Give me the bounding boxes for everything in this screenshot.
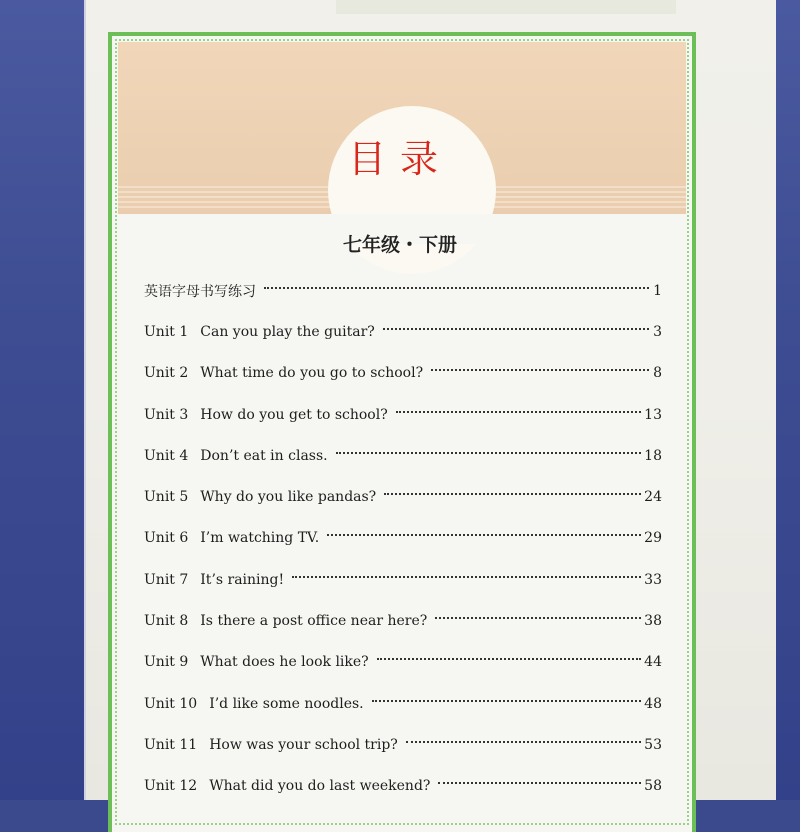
toc-entry-title: Why do you like pandas? bbox=[200, 489, 377, 506]
toc-entry-title: It’s raining! bbox=[200, 571, 285, 588]
toc-unit-label: Unit 11 bbox=[144, 736, 198, 753]
toc-leader-dots bbox=[336, 452, 642, 454]
toc-entry-title: How was your school trip? bbox=[209, 736, 398, 753]
toc-entry-unit-6[interactable] bbox=[144, 518, 662, 559]
toc-entry-unit-10[interactable] bbox=[144, 683, 662, 724]
toc-leader-dots bbox=[292, 576, 641, 578]
toc-entry-title: I’m watching TV. bbox=[200, 530, 320, 547]
toc-entry-unit-7[interactable] bbox=[144, 559, 662, 600]
toc-page-number: 58 bbox=[644, 778, 662, 795]
toc-page-number: 13 bbox=[644, 406, 662, 423]
toc-entry-title: What does he look like? bbox=[200, 654, 369, 671]
toc-leader-dots bbox=[438, 782, 641, 784]
toc-entry-title: Can you play the guitar? bbox=[200, 323, 375, 340]
toc-unit-label: Unit 4 bbox=[144, 447, 189, 464]
toc-leader-dots bbox=[406, 741, 641, 743]
toc-leader-dots bbox=[264, 287, 649, 289]
toc-unit-label: Unit 12 bbox=[144, 778, 198, 795]
toc-entry-title: I’d like some noodles. bbox=[209, 695, 364, 712]
table-of-contents bbox=[144, 270, 662, 807]
toc-entry-unit-1[interactable] bbox=[144, 311, 662, 352]
toc-entry-title: What time do you go to school? bbox=[200, 365, 424, 382]
toc-leader-dots bbox=[396, 411, 641, 413]
volume-subtitle: 七年级・下册 bbox=[342, 234, 457, 256]
toc-entry-unit-9[interactable] bbox=[144, 642, 662, 683]
toc-unit-label: Unit 6 bbox=[144, 530, 189, 547]
toc-entry-title: What did you do last weekend? bbox=[209, 778, 431, 795]
toc-entry-alphabet[interactable] bbox=[144, 270, 662, 311]
toc-unit-label: Unit 9 bbox=[144, 654, 189, 671]
toc-entry-unit-12[interactable] bbox=[144, 766, 662, 807]
toc-entry-unit-2[interactable] bbox=[144, 353, 662, 394]
toc-page-number: 8 bbox=[653, 365, 662, 382]
toc-entry-unit-11[interactable] bbox=[144, 724, 662, 765]
toc-leader-dots bbox=[383, 328, 649, 330]
toc-page-number: 18 bbox=[644, 447, 662, 464]
toc-entry-unit-4[interactable] bbox=[144, 435, 662, 476]
toc-unit-label: Unit 10 bbox=[144, 695, 198, 712]
toc-entry-unit-3[interactable] bbox=[144, 394, 662, 435]
toc-page-number: 33 bbox=[644, 571, 662, 588]
toc-page-number: 3 bbox=[653, 323, 662, 340]
toc-leader-dots bbox=[431, 369, 649, 371]
toc-unit-label: Unit 2 bbox=[144, 365, 189, 382]
toc-entry-title: Don’t eat in class. bbox=[200, 447, 328, 464]
toc-entry-title: 英语字母书写练习 bbox=[144, 283, 256, 300]
toc-page-number: 24 bbox=[644, 489, 662, 506]
toc-unit-label: Unit 5 bbox=[144, 489, 189, 506]
toc-leader-dots bbox=[377, 658, 642, 660]
toc-leader-dots bbox=[372, 700, 642, 702]
toc-unit-label: Unit 1 bbox=[144, 323, 189, 340]
toc-page-number: 1 bbox=[653, 282, 662, 299]
toc-entry-unit-8[interactable] bbox=[144, 600, 662, 641]
toc-leader-dots bbox=[435, 617, 641, 619]
toc-unit-label: Unit 8 bbox=[144, 613, 189, 630]
toc-leader-dots bbox=[327, 534, 641, 536]
page-title: 目录 bbox=[347, 137, 452, 181]
toc-page-number: 38 bbox=[644, 613, 662, 630]
toc-page-number: 48 bbox=[644, 695, 662, 712]
toc-page-number: 29 bbox=[644, 530, 662, 547]
toc-entry-unit-5[interactable] bbox=[144, 476, 662, 517]
page-top-edge bbox=[336, 0, 676, 14]
toc-unit-label: Unit 7 bbox=[144, 571, 189, 588]
toc-entry-title: How do you get to school? bbox=[200, 406, 388, 423]
toc-page-number: 53 bbox=[644, 736, 662, 753]
toc-leader-dots bbox=[384, 493, 641, 495]
toc-page-number: 44 bbox=[644, 654, 662, 671]
toc-unit-label: Unit 3 bbox=[144, 406, 189, 423]
toc-entry-title: Is there a post office near here? bbox=[200, 613, 428, 630]
